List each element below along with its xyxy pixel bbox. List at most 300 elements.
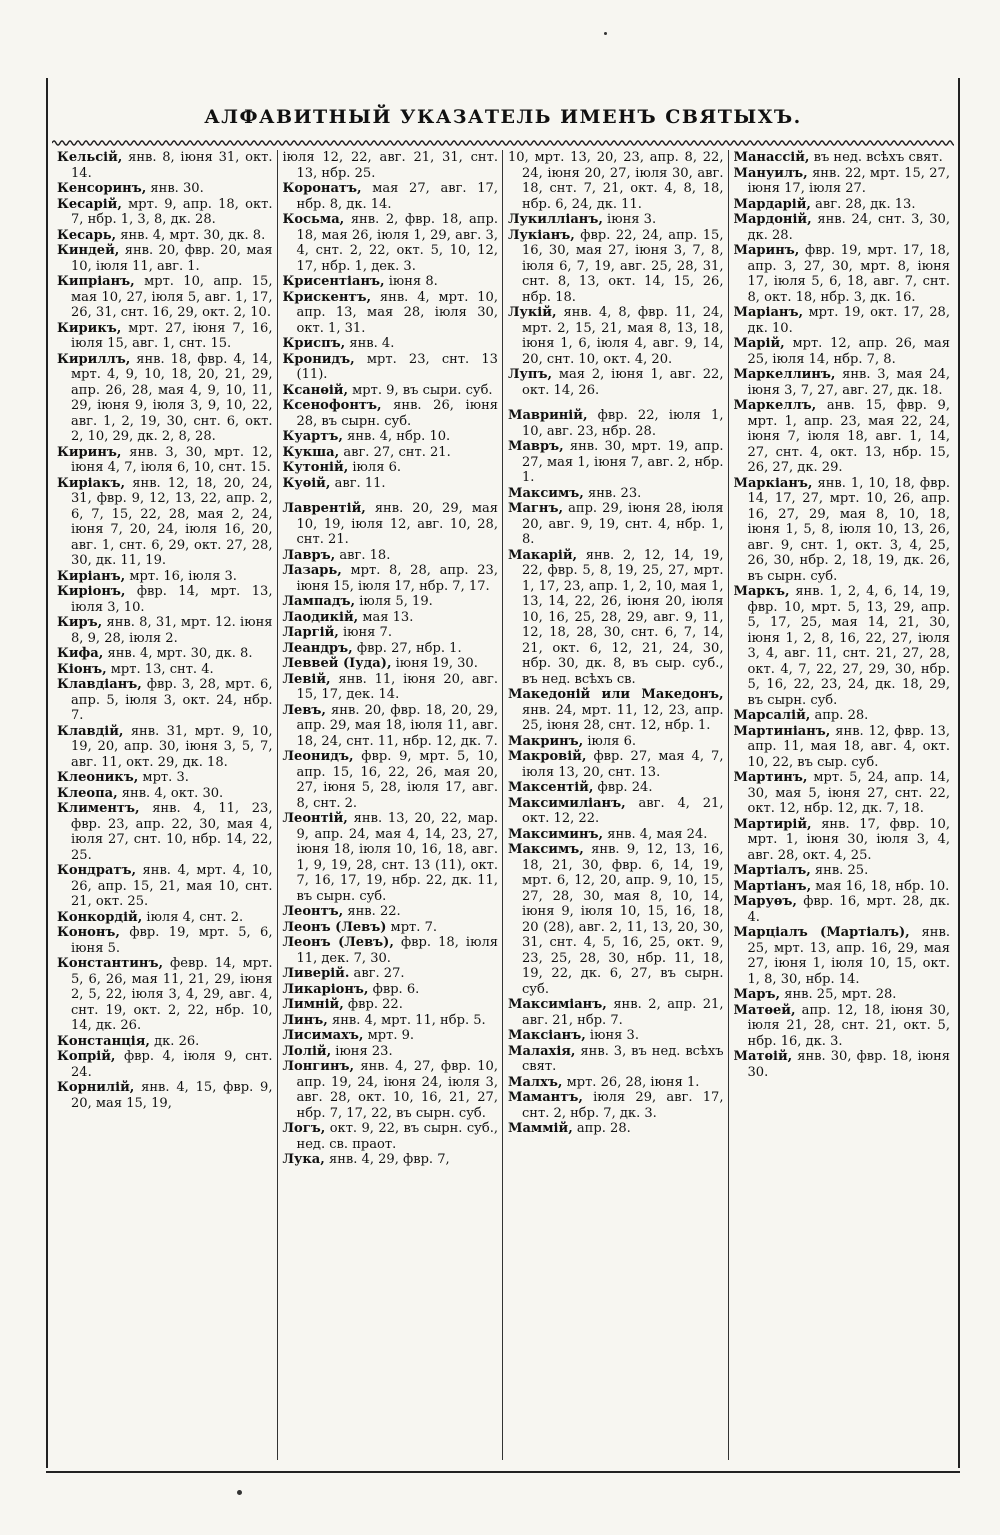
saint-name: Марій, bbox=[733, 336, 785, 351]
feast-dates: янв. 2, 12, 14, 19, 22, фвр. 5, 8, 19, 25, 27, мрт. 1, 17, 23, апр. 1, 2, 10, мая 1, 13, 14, 22, 26, іюня 20, іюля 10, 16, 25, 28, 29, авг. 9, 11, 12, 18, 28, 30, снт. 6, 7, 14, 21, окт. 6, 12, 21, 24, 30, нбр. 30, дк. 8, въ сыр. суб., въ нед. всѣхъ св. bbox=[522, 547, 724, 687]
saint-name: Косьма, bbox=[282, 212, 345, 227]
saint-name: Лисимахъ, bbox=[282, 1028, 364, 1043]
index-entry bbox=[57, 1034, 273, 1050]
feast-dates: янв. 4, мрт. 4, 10, 26, апр. 15, 21, мая 10, снт. 21, окт. 25. bbox=[71, 863, 273, 909]
index-entry bbox=[508, 501, 724, 548]
saint-name: Куартъ, bbox=[282, 429, 343, 444]
feast-dates: янв. 25, мрт. 28. bbox=[780, 987, 897, 1002]
saint-name: Маркеллинъ, bbox=[733, 367, 836, 382]
feast-dates: іюля 29, авг. 17, снт. 2, нбр. 7, дк. 3. bbox=[522, 1090, 724, 1121]
feast-dates: янв. 1, 2, 4, 6, 14, 19, фвр. 10, мрт. 5, 13, 29, апр. 5, 17, 25, мая 14, 21, 30, іюня 1, 2, 8, 16, 22, 27, іюля 3, 4, авг. 11, снт. 21, 27, 28, окт. 4, 7, 22, 27, 29, 30, нбр. 5, 16, 22, 23, 24, дк. 18, 29, въ сырн. суб. bbox=[747, 584, 950, 708]
feast-dates: янв. 20, фвр. 18, 20, 29, апр. 29, мая 18, іюля 11, авг. 18, 24, снт. 11, нбр. 12, дк. 7. bbox=[296, 702, 498, 749]
index-entry bbox=[508, 212, 724, 228]
feast-dates: мрт. 3. bbox=[138, 770, 189, 785]
index-entry bbox=[734, 197, 951, 213]
feast-dates: авг. 11. bbox=[330, 475, 386, 491]
index-entry bbox=[57, 1080, 273, 1111]
saint-name: Клеопа, bbox=[57, 785, 118, 801]
index-entry bbox=[283, 641, 499, 657]
index-entry bbox=[283, 811, 499, 904]
saint-name: Кенсоринъ, bbox=[57, 181, 147, 196]
saint-name: Леввей (Іуда), bbox=[282, 656, 392, 671]
index-entry bbox=[283, 997, 499, 1013]
saint-name: Крискентъ, bbox=[282, 289, 372, 305]
saint-name: Лаодикій, bbox=[282, 609, 359, 625]
index-entry bbox=[283, 1059, 499, 1121]
index-entry bbox=[57, 445, 273, 476]
saint-name: Мавриній, bbox=[508, 408, 588, 423]
index-entry bbox=[734, 398, 951, 476]
index-entry bbox=[734, 243, 951, 305]
feast-dates: дк. 26. bbox=[149, 1033, 200, 1049]
feast-dates: февр. 14, мрт. 5, 6, 26, мая 11, 21, 29, іюня 2, 5, 22, іюля 3, 4, 29, авг. 4, снт. 19, окт. 2, 22, нбр. 10, 14, дк. 26. bbox=[71, 956, 273, 1033]
page-frame-left bbox=[46, 78, 48, 1468]
saint-name: Киріонъ, bbox=[57, 584, 126, 599]
saint-name: Макринъ, bbox=[508, 733, 584, 749]
feast-dates: мрт. 12, апр. 26, мая 25, іюля 14, нбр. 7, 8. bbox=[747, 336, 950, 367]
saint-name: Кирикъ, bbox=[57, 320, 122, 336]
feast-dates: янв. 24, мрт. 11, 12, 23, апр. 25, іюня 28, снт. 12, нбр. 1. bbox=[522, 702, 724, 733]
saint-name: Лазарь, bbox=[282, 563, 342, 578]
saint-name: Максіанъ, bbox=[508, 1028, 586, 1043]
index-entry bbox=[57, 925, 273, 956]
feast-dates: авг. 28, дк. 13. bbox=[810, 196, 916, 212]
index-entry bbox=[283, 563, 499, 594]
feast-dates: янв. 30, фвр. 18, іюня 30. bbox=[747, 1049, 950, 1080]
saint-name: Лупъ, bbox=[508, 367, 552, 382]
saint-name: Маркъ, bbox=[733, 584, 790, 599]
saint-name: Ларгій, bbox=[282, 625, 339, 640]
index-entry bbox=[57, 662, 273, 678]
feast-dates: авг. 27. bbox=[349, 966, 405, 981]
feast-dates: янв. 2, фвр. 18, апр. 18, мая 26, іюля 1, 29, авг. 3, 4, снт. 2, 22, окт. 5, 10, 12, 17, нбр. 1, дек. 3. bbox=[296, 212, 498, 274]
index-entry bbox=[57, 1049, 273, 1080]
index-entry bbox=[283, 429, 499, 445]
feast-dates: янв. 4, мрт. 11, нбр. 5. bbox=[327, 1012, 486, 1028]
index-entry bbox=[57, 476, 273, 569]
saint-name: Левъ, bbox=[282, 702, 326, 718]
saint-name: Криспъ, bbox=[282, 336, 346, 351]
index-entry bbox=[283, 150, 499, 181]
saint-name: Маммій, bbox=[508, 1121, 573, 1136]
index-column-2 bbox=[278, 150, 504, 1460]
feast-dates: авг. 4, 21, окт. 12, 22. bbox=[522, 795, 724, 826]
saint-name: Лукій, bbox=[508, 305, 557, 320]
saint-name: Кронидъ, bbox=[282, 351, 355, 367]
page-frame-right bbox=[958, 78, 960, 1468]
index-entry bbox=[508, 1044, 724, 1075]
index-entry bbox=[57, 646, 273, 662]
index-entry bbox=[508, 687, 724, 734]
feast-dates: мрт. 23, снт. 13 (11). bbox=[296, 351, 498, 382]
document-page bbox=[38, 78, 968, 1473]
saint-name: Кутоній, bbox=[282, 460, 349, 475]
index-entry bbox=[57, 352, 273, 445]
saint-name: Клавдіанъ, bbox=[57, 677, 142, 692]
saint-name: Максимъ, bbox=[508, 485, 584, 501]
feast-dates: мая 2, іюня 1, авг. 22, окт. 14, 26. bbox=[522, 367, 724, 398]
saint-name: Матѳій, bbox=[733, 1049, 793, 1064]
feast-dates: іюля 5, 19. bbox=[355, 594, 433, 609]
saint-name: Максентій, bbox=[508, 780, 594, 795]
feast-dates: іюня 23. bbox=[331, 1043, 393, 1059]
saint-name: Маркеллъ, bbox=[733, 398, 817, 413]
feast-dates: фвр. 18, іюля 11, дек. 7, 30. bbox=[296, 935, 498, 966]
saint-name: Магнъ, bbox=[508, 501, 563, 516]
saint-name: Лимній, bbox=[282, 997, 344, 1012]
feast-dates: мая 13. bbox=[358, 609, 414, 625]
index-entry bbox=[734, 212, 951, 243]
saint-name: Крисентіанъ, bbox=[282, 274, 385, 289]
index-entry bbox=[508, 150, 724, 212]
saint-name: Макровій, bbox=[508, 749, 587, 764]
index-entry bbox=[57, 801, 273, 863]
saint-name: Маринъ, bbox=[733, 243, 800, 258]
index-entry bbox=[508, 367, 724, 398]
saint-name: Малахія, bbox=[508, 1043, 576, 1059]
index-entry bbox=[508, 842, 724, 997]
saint-name: Мануилъ, bbox=[733, 165, 808, 181]
index-entry bbox=[57, 569, 273, 585]
feast-dates: мрт. 19, окт. 17, 28, дк. 10. bbox=[747, 305, 950, 336]
index-entry bbox=[508, 997, 724, 1028]
feast-dates: апр. 29, іюня 28, іюля 20, авг. 9, 19, снт. 4, нбр. 1, 8. bbox=[522, 501, 724, 547]
index-entry bbox=[283, 966, 499, 982]
feast-dates: янв. 13, 20, 22, мар. 9, апр. 24, мая 4, 14, 23, 27, іюня 18, іюля 10, 16, 18, авг. 1, 9, 19, 28, снт. 13 (11), окт. 7, 16, 17, 19, нбр. 22, дк. 11, въ сырн. суб. bbox=[296, 811, 498, 904]
saint-name: Мартіалъ, bbox=[733, 863, 811, 878]
saint-name: Левій, bbox=[282, 671, 331, 687]
feast-dates: фвр. 3, 28, мрт. 6, апр. 5, іюля 3, окт. 24, нбр. 7. bbox=[71, 677, 273, 723]
feast-dates: янв. 30, мрт. 19, апр. 27, мая 1, іюня 7, авг. 2, нбр. 1. bbox=[522, 439, 724, 485]
index-entry bbox=[283, 548, 499, 564]
index-entry bbox=[57, 584, 273, 615]
feast-dates: янв. 22. bbox=[343, 904, 401, 919]
feast-dates: фвр. 22. bbox=[343, 997, 403, 1012]
index-entry bbox=[734, 987, 951, 1003]
wavy-rule-divider bbox=[52, 138, 954, 148]
index-entry bbox=[57, 863, 273, 910]
stray-ink-dot bbox=[604, 32, 607, 35]
saint-name: Леандръ, bbox=[282, 640, 353, 656]
index-column-1 bbox=[52, 150, 278, 1460]
index-entry bbox=[57, 615, 273, 646]
index-entry bbox=[283, 982, 499, 998]
feast-dates: іюля 6. bbox=[348, 460, 402, 475]
saint-name: Маріанъ, bbox=[733, 305, 804, 320]
index-entry bbox=[734, 925, 951, 987]
saint-name: Макарій, bbox=[508, 547, 578, 563]
saint-name: Копрій, bbox=[57, 1049, 116, 1064]
index-entry bbox=[283, 1121, 499, 1152]
feast-dates: янв. 8, 31, мрт. 12. іюня 8, 9, 28, іюля 2. bbox=[71, 615, 273, 646]
saint-name: Мавръ, bbox=[508, 439, 564, 454]
feast-dates: янв. 20, фвр. 20, мая 10, іюля 11, авг. 1. bbox=[71, 243, 273, 274]
feast-dates: фвр. 6. bbox=[368, 981, 420, 997]
feast-dates: мрт. 5, 24, апр. 14, 30, мая 5, іюня 27, снт. 22, окт. 12, нбр. 12, дк. 7, 18. bbox=[747, 770, 950, 816]
feast-dates: янв. 30. bbox=[146, 181, 204, 196]
saint-name: Ксанѳій, bbox=[282, 382, 349, 398]
saint-name: Киріанъ, bbox=[57, 568, 126, 584]
feast-dates: окт. 9, 22, въ сырн. суб., нед. св. праот. bbox=[296, 1121, 498, 1152]
index-entry bbox=[734, 336, 951, 367]
feast-dates: апр. 12, 18, іюня 30, іюля 21, 28, снт. 21, окт. 5, нбр. 16, дк. 3. bbox=[747, 1002, 950, 1049]
saint-name: Мардарій, bbox=[733, 196, 811, 212]
saint-name: Киндей, bbox=[57, 243, 120, 258]
saint-name: Конкордій, bbox=[57, 909, 143, 925]
saint-name: Манассій, bbox=[733, 150, 810, 165]
feast-dates: мрт. 26, 28, іюня 1. bbox=[562, 1074, 700, 1090]
saint-name: Максимиліанъ, bbox=[508, 795, 626, 811]
saint-name: Маруѳъ, bbox=[733, 894, 797, 909]
index-entry bbox=[508, 796, 724, 827]
feast-dates: фвр. 4, іюля 9, снт. 24. bbox=[71, 1049, 273, 1080]
index-entry bbox=[734, 367, 951, 398]
feast-dates: фвр. 27, мая 4, 7, іюля 13, 20, снт. 13. bbox=[522, 749, 724, 780]
feast-dates: фвр. 22, 24, апр. 15, 16, 30, мая 27, іюня 3, 7, 8, іюля 6, 7, 19, авг. 25, 28, 31, снт. 8, 13, окт. 14, 15, 26, нбр. 18. bbox=[522, 227, 724, 305]
feast-dates: фвр. 19, мрт. 17, 18, апр. 3, 27, 30, мрт. 8, іюня 17, іюля 5, 6, 18, авг. 7, снт. 8, окт. 18, нбр. 3, дк. 16. bbox=[747, 243, 950, 305]
feast-dates: янв. 23. bbox=[583, 485, 642, 501]
page-title: АЛФАВИТНЫЙ УКАЗАТЕЛЬ ИМЕНЪ СВЯТЫХЪ. bbox=[204, 106, 802, 128]
saint-name: Лука, bbox=[282, 1152, 325, 1167]
index-entry bbox=[57, 677, 273, 724]
index-entry bbox=[283, 1152, 499, 1168]
index-entry bbox=[283, 672, 499, 703]
feast-dates: мрт. 9, апр. 18, окт. 7, нбр. 1, 3, 8, дк. 28. bbox=[71, 196, 273, 227]
feast-dates: мрт. 7. bbox=[386, 919, 438, 935]
feast-dates: янв. 18, фвр. 4, 14, мрт. 4, 9, 10, 18, 20, 21, 29, апр. 26, 28, мая 4, 9, 10, 11, 29, іюня 9, іюля 3, 9, 10, 22, авг. 1, 2, 19, 30, снт. 6, окт. 2, 10, 29, дк. 2, 8, 28. bbox=[71, 351, 273, 444]
index-entry bbox=[508, 734, 724, 750]
index-entry bbox=[57, 910, 273, 926]
feast-dates: янв. 4, 8, фвр. 11, 24, мрт. 2, 15, 21, мая 8, 13, 18, іюня 1, 6, іюля 4, авг. 9, 14, 20, снт. 10, окт. 4, 20. bbox=[522, 305, 724, 367]
feast-dates: іюня 3. bbox=[602, 212, 657, 227]
saint-name: Марціалъ (Мартіалъ), bbox=[733, 925, 910, 940]
feast-dates: янв. 11, іюня 20, авг. 15, 17, дек. 14. bbox=[296, 671, 498, 702]
feast-dates: янв. 3, мая 24, іюня 3, 7, 27, авг. 27, дк. 18. bbox=[747, 367, 950, 398]
index-entry bbox=[283, 383, 499, 399]
index-entry bbox=[508, 780, 724, 796]
feast-dates: фвр. 27, нбр. 1. bbox=[352, 640, 462, 656]
feast-dates: янв. 4, 27, фвр. 10, апр. 19, 24, іюня 24, іюля 3, авг. 28, окт. 10, 16, 21, 27, нбр. 7, 17, 22, въ сырн. суб. bbox=[296, 1059, 498, 1121]
saint-name: Малхъ, bbox=[508, 1074, 563, 1090]
saint-name: Лавръ, bbox=[282, 547, 336, 563]
feast-dates: янв. 31, мрт. 9, 10, 19, 20, апр. 30, іюня 3, 5, 7, авг. 11, окт. 29, дк. 18. bbox=[71, 723, 273, 770]
index-entry bbox=[283, 212, 499, 274]
feast-dates: іюня 19, 30. bbox=[391, 656, 478, 671]
saint-name: Кесарій, bbox=[57, 196, 122, 212]
feast-dates: фвр. 14, мрт. 13, іюля 3, 10. bbox=[71, 584, 273, 615]
index-entry bbox=[508, 486, 724, 502]
feast-dates: янв. 2, апр. 21, авг. 21, нбр. 7. bbox=[522, 997, 724, 1028]
index-entry bbox=[734, 150, 951, 166]
index-entry bbox=[508, 439, 724, 486]
saint-name: Клеоникъ, bbox=[57, 770, 139, 785]
index-entry bbox=[283, 290, 499, 337]
saint-name: Кукша, bbox=[282, 444, 340, 460]
index-entry bbox=[57, 243, 273, 274]
saint-name: Кесарь, bbox=[57, 227, 117, 243]
feast-dates: іюля 4, снт. 2. bbox=[142, 909, 244, 925]
index-entry bbox=[57, 770, 273, 786]
index-column-4 bbox=[729, 150, 955, 1460]
saint-name: Ксенофонтъ, bbox=[282, 398, 382, 413]
feast-dates: янв. 4, окт. 30. bbox=[117, 785, 224, 801]
saint-name: Мартіанъ, bbox=[733, 878, 812, 894]
index-entry bbox=[57, 150, 273, 181]
feast-dates: янв. 8, іюня 31, окт. 14. bbox=[71, 150, 273, 181]
saint-name: Мартиніанъ, bbox=[733, 723, 831, 739]
feast-dates: янв. 1, 10, 18, фвр. 14, 17, 27, мрт. 10, 26, апр. 16, 27, 29, мая 8, 10, 18, іюня 1, 5, 8, іюля 10, 13, 26, авг. 9, снт. 1, окт. 3, 4, 25, 26, 30, нбр. 2, 18, 19, дк. 26, въ сырн. суб. bbox=[747, 475, 950, 584]
saint-name: Кононъ, bbox=[57, 925, 120, 940]
saint-name: Куѳій, bbox=[282, 475, 331, 491]
saint-name: Маркіанъ, bbox=[733, 475, 813, 491]
index-entry bbox=[508, 1028, 724, 1044]
index-entry bbox=[57, 786, 273, 802]
index-entry bbox=[734, 166, 951, 197]
saint-name: Максиміанъ, bbox=[508, 997, 607, 1012]
index-entry bbox=[283, 352, 499, 383]
saint-name: Лаврентій, bbox=[282, 501, 366, 516]
index-entry bbox=[283, 445, 499, 461]
saint-name: Ливерій. bbox=[282, 966, 350, 981]
saint-name: Киринъ, bbox=[57, 444, 122, 460]
saint-name: Марсалій, bbox=[733, 708, 811, 723]
saint-name: Лонгинъ, bbox=[282, 1059, 355, 1074]
saint-name: Коронатъ, bbox=[282, 181, 362, 196]
feast-dates: іюля 6. bbox=[583, 733, 637, 749]
feast-dates: янв. 20, 29, мая 10, 19, іюля 12, авг. 10, 28, снт. 21. bbox=[296, 501, 498, 547]
saint-name: Клавдій, bbox=[57, 723, 124, 739]
feast-dates: анв. 15, фвр. 9, мрт. 1, апр. 23, мая 22, 24, іюня 7, іюля 18, авг. 1, 14, 27, снт. 4, окт. 13, нбр. 15, 26, 27, дк. 29. bbox=[747, 398, 950, 475]
feast-dates: янв. 17, фвр. 10, мрт. 1, іюня 30, іюля 3, 4, авг. 28, окт. 4, 25. bbox=[747, 816, 950, 863]
saint-name: Леонтій, bbox=[282, 811, 348, 826]
index-entry bbox=[57, 228, 273, 244]
saint-name: Киріакъ, bbox=[57, 475, 126, 491]
feast-dates: янв. 24, снт. 3, 30, дк. 28. bbox=[747, 212, 950, 243]
index-entry bbox=[734, 817, 951, 864]
index-entry bbox=[734, 305, 951, 336]
feast-dates: въ нед. всѣхъ свят. bbox=[809, 150, 943, 165]
index-entry bbox=[734, 879, 951, 895]
index-entry bbox=[57, 724, 273, 771]
index-entry bbox=[508, 305, 724, 367]
saint-name: Кельсій, bbox=[57, 150, 123, 165]
index-entry bbox=[283, 920, 499, 936]
index-entry bbox=[734, 1003, 951, 1050]
index-column-3 bbox=[503, 150, 729, 1460]
feast-dates: янв. 9, 12, 13, 16, 18, 21, 30, фвр. 6, 14, 19, мрт. 6, 12, 20, апр. 9, 10, 15, 27, 28, 30, мая 8, 10, 14, іюня 9, іюля 10, 15, 16, 18, 20 (28), авг. 2, 11, 13, 20, 30, 31, снт. 4, 5, 16, 25, окт. 9, 23, 25, 28, 30, нбр. 11, 18, 19, 22, дк. 6, 27, въ сырн. суб. bbox=[522, 842, 724, 997]
index-entry bbox=[508, 408, 724, 439]
index-entry bbox=[283, 1044, 499, 1060]
index-entry bbox=[283, 1013, 499, 1029]
saint-name: Кондратъ, bbox=[57, 863, 137, 878]
feast-dates: мая 16, 18, нбр. 10. bbox=[811, 878, 950, 894]
feast-dates: янв. 12, фвр. 13, апр. 11, мая 18, авг. 4, окт. 10, 22, въ сыр. суб. bbox=[747, 723, 950, 770]
page-frame-bottom bbox=[46, 1471, 960, 1473]
index-entry bbox=[283, 904, 499, 920]
saint-name: Лампадъ, bbox=[282, 594, 356, 609]
feast-dates: янв. 4, 11, 23, фвр. 23, апр. 22, 30, мая 4, іюля 27, снт. 10, нбр. 14, 22, 25. bbox=[71, 801, 273, 863]
saint-name: Кіонъ, bbox=[57, 661, 107, 677]
index-entry bbox=[734, 863, 951, 879]
feast-dates: мрт. 13, снт. 4. bbox=[106, 661, 214, 677]
index-entry bbox=[734, 476, 951, 585]
index-entry bbox=[283, 336, 499, 352]
index-columns bbox=[52, 150, 954, 1460]
index-entry bbox=[508, 1121, 724, 1137]
feast-dates: іюля 12, 22, авг. 21, 31, снт. 13, нбр. 25. bbox=[282, 150, 498, 181]
feast-dates: фвр. 9, мрт. 5, 10, апр. 15, 16, 22, 26, мая 20, 27, іюня 5, 28, іюля 17, авг. 8, снт. 2. bbox=[296, 749, 498, 811]
saint-name: Логъ, bbox=[282, 1121, 326, 1136]
index-entry bbox=[283, 1028, 499, 1044]
feast-dates: янв. 4, мрт. 30, дк. 8. bbox=[103, 646, 253, 661]
feast-dates: янв. 4, мая 24. bbox=[603, 826, 708, 842]
saint-name: Кифа, bbox=[57, 646, 104, 661]
feast-dates: янв. 4, 29, фвр. 7, bbox=[324, 1152, 450, 1167]
index-entry bbox=[508, 749, 724, 780]
feast-dates: янв. 25. bbox=[810, 863, 869, 878]
index-entry bbox=[57, 321, 273, 352]
feast-dates: янв. 3, 30, мрт. 12, іюня 4, 7, іюля 6, 10, снт. 15. bbox=[71, 444, 273, 475]
index-entry bbox=[283, 460, 499, 476]
index-entry bbox=[57, 197, 273, 228]
index-entry bbox=[283, 398, 499, 429]
saint-name: Леонъ (Левъ) bbox=[282, 919, 387, 935]
index-entry bbox=[508, 827, 724, 843]
feast-dates: іюня 8. bbox=[384, 274, 438, 289]
saint-name: Мардоній, bbox=[733, 212, 812, 227]
index-entry bbox=[283, 594, 499, 610]
feast-dates: авг. 18. bbox=[335, 547, 391, 563]
saint-name: Максиминъ, bbox=[508, 826, 604, 842]
index-entry bbox=[283, 656, 499, 672]
feast-dates: мрт. 27, іюня 7, 16, іюля 15, авг. 1, снт. 15. bbox=[71, 320, 273, 351]
index-entry bbox=[734, 1049, 951, 1080]
saint-name: Матѳей, bbox=[733, 1002, 796, 1018]
feast-dates: янв. 3, въ нед. всѣхъ свят. bbox=[522, 1043, 724, 1074]
index-entry bbox=[508, 228, 724, 306]
index-entry bbox=[734, 894, 951, 925]
index-entry bbox=[734, 724, 951, 771]
saint-name: Мартирій, bbox=[733, 816, 812, 832]
saint-name: Киръ, bbox=[57, 615, 103, 630]
saint-name: Мамантъ, bbox=[508, 1090, 583, 1105]
saint-name: Климентъ, bbox=[57, 801, 140, 816]
feast-dates: мрт. 9. bbox=[363, 1028, 415, 1043]
feast-dates: фвр. 24. bbox=[593, 780, 653, 795]
index-entry bbox=[734, 770, 951, 817]
saint-name: Констанція, bbox=[57, 1033, 150, 1049]
index-entry bbox=[57, 181, 273, 197]
saint-name: Максимъ, bbox=[508, 842, 584, 857]
feast-dates: мрт. 10, апр. 15, мая 10, 27, іюля 5, авг. 1, 17, 26, 31, снт. 16, 29, окт. 2, 10. bbox=[71, 274, 273, 320]
feast-dates: янв. 4, 15, фвр. 9, 20, мая 15, 19, bbox=[71, 1080, 273, 1111]
saint-name: Македоній или Македонъ, bbox=[508, 687, 724, 702]
feast-dates: мрт. 8, 28, апр. 23, іюня 15, іюля 17, нбр. 7, 17. bbox=[296, 563, 498, 594]
saint-name: Константинъ, bbox=[57, 956, 164, 971]
feast-dates: мрт. 9, въ сыри. суб. bbox=[348, 382, 493, 398]
index-entry bbox=[283, 625, 499, 641]
saint-name: Кириллъ, bbox=[57, 351, 131, 367]
feast-dates: апр. 28. bbox=[810, 708, 869, 723]
index-entry bbox=[508, 548, 724, 688]
index-entry bbox=[283, 610, 499, 626]
stray-ink-dot bbox=[237, 1490, 242, 1495]
index-entry bbox=[283, 476, 499, 492]
saint-name: Леонтъ, bbox=[282, 904, 344, 919]
feast-dates: янв. 4, нбр. 10. bbox=[342, 429, 451, 444]
feast-dates: фвр. 16, мрт. 28, дк. 4. bbox=[747, 894, 950, 925]
index-entry bbox=[734, 584, 951, 708]
